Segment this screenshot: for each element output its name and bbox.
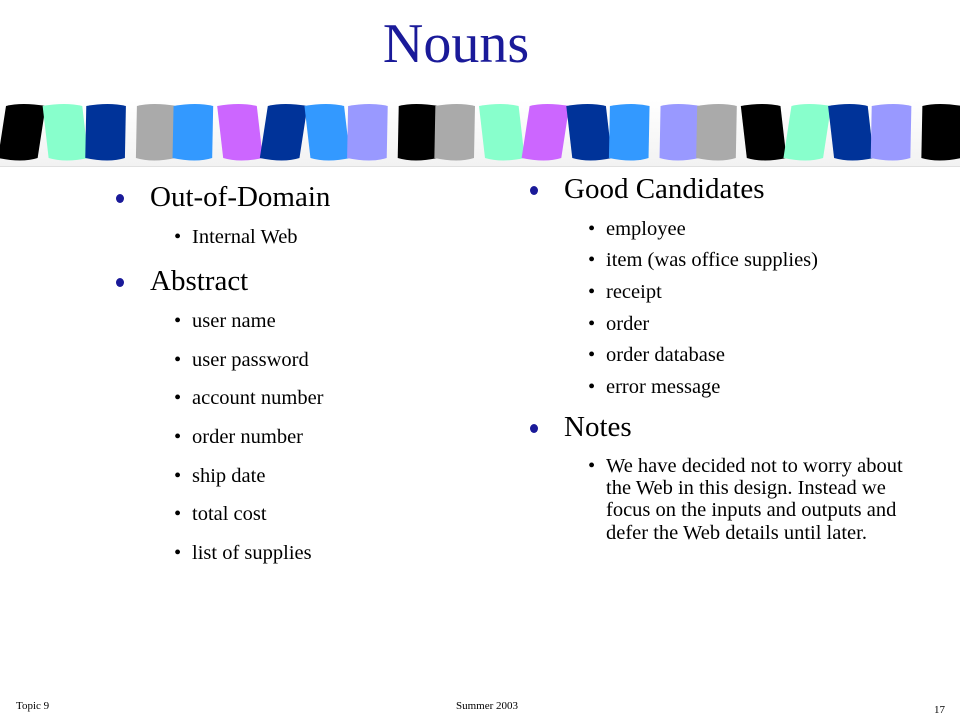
list-item: • We have decided not to worry about the Web in this design. Instead we focus on the inputs and outputs and defer the Web details until later.	[588, 455, 926, 544]
stripe	[434, 104, 475, 161]
right-column	[526, 172, 926, 544]
stripe	[696, 104, 737, 161]
list-item: • account number	[174, 386, 472, 411]
notes-list	[526, 455, 926, 544]
stripe	[43, 104, 89, 161]
list-item: • user password	[174, 348, 472, 373]
heading-label: Good Candidates	[564, 173, 765, 205]
list-item: • item (was office supplies)	[588, 248, 926, 273]
stripe	[828, 104, 874, 161]
stripe	[609, 104, 650, 161]
list-item: • Internal Web	[174, 225, 472, 250]
heading-label: Notes	[564, 411, 632, 444]
stripe	[304, 104, 350, 161]
stripe	[85, 104, 126, 161]
list-item: • employee	[588, 217, 926, 242]
footer-topic: Topic 9	[16, 700, 50, 712]
stripe	[260, 104, 308, 161]
stripe-graphic	[0, 100, 960, 166]
section-heading-abstract	[112, 264, 472, 299]
bullet-icon	[530, 186, 538, 195]
stripe	[398, 104, 439, 161]
bullet-icon	[116, 278, 124, 287]
list-item: • total cost	[174, 502, 472, 527]
list-item: • list of supplies	[174, 541, 472, 566]
heading-label: Out-of-Domain	[150, 181, 331, 213]
stripe	[347, 104, 388, 161]
stripe	[136, 104, 177, 161]
stripe-banner	[0, 100, 960, 167]
stripe	[173, 104, 214, 161]
stripe	[741, 104, 787, 161]
stripe	[479, 104, 525, 161]
list-item: • order database	[588, 343, 926, 368]
list-item: • ship date	[174, 464, 472, 489]
list-item: • order number	[174, 425, 472, 450]
stripe	[871, 104, 912, 161]
out-of-domain-list	[112, 225, 472, 250]
stripe	[217, 104, 263, 161]
list-item: • receipt	[588, 280, 926, 305]
bullet-icon	[530, 424, 538, 433]
good-candidates-list	[526, 217, 926, 400]
left-column	[112, 180, 472, 579]
stripe	[783, 104, 831, 161]
stripe	[522, 104, 570, 161]
list-item: • order	[588, 312, 926, 337]
footer-term: Summer 2003	[456, 700, 519, 712]
abstract-list	[112, 309, 472, 565]
list-item: • user name	[174, 309, 472, 334]
section-heading-good-candidates	[526, 172, 926, 207]
footer-page-number: 17	[934, 704, 945, 716]
stripe	[660, 104, 701, 161]
heading-label: Abstract	[150, 265, 249, 298]
stripe	[921, 104, 960, 161]
slide-title: Nouns	[382, 13, 530, 75]
section-heading-notes	[526, 410, 926, 445]
stripe	[0, 104, 46, 161]
list-item: • error message	[588, 375, 926, 400]
bullet-icon	[116, 194, 124, 203]
stripe	[566, 104, 612, 161]
section-heading-out-of-domain	[112, 180, 472, 215]
